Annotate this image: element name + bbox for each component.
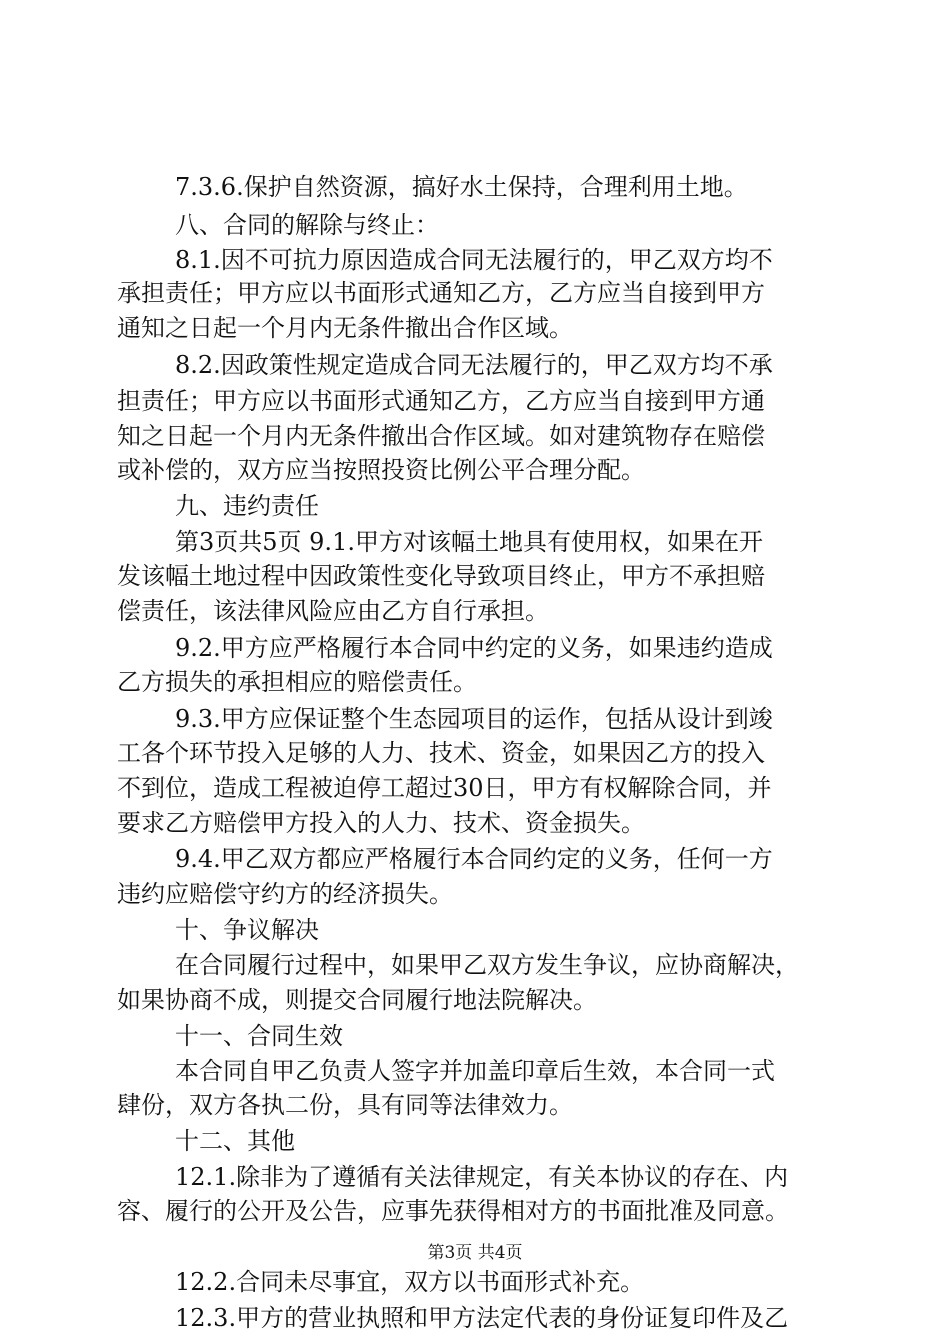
text-line: 偿责任，该法律风险应由乙方自行承担。 bbox=[117, 597, 549, 625]
text-line: 本合同自甲乙负责人签字并加盖印章后生效，本合同一式 bbox=[175, 1057, 775, 1085]
text-line: 第3页共5页 9.1.甲方对该幅土地具有使用权，如果在开 bbox=[175, 528, 763, 556]
text-line: 不到位，造成工程被迫停工超过30日，甲方有权解除合同，并 bbox=[117, 774, 772, 802]
text-line: 通知之日起一个月内无条件撤出合作区域。 bbox=[117, 314, 573, 342]
text-line: 8.1.因不可抗力原因造成合同无法履行的，甲乙双方均不 bbox=[175, 246, 773, 274]
section-heading: 十、争议解决 bbox=[175, 916, 319, 944]
page-number-footer: 第3页 共4页 bbox=[427, 1243, 523, 1263]
text-line: 承担责任；甲方应以书面形式通知乙方，乙方应当自接到甲方 bbox=[117, 279, 765, 307]
section-heading: 十二、其他 bbox=[175, 1127, 295, 1155]
text-line: 乙方损失的承担相应的赔偿责任。 bbox=[117, 668, 477, 696]
text-line: 担责任；甲方应以书面形式通知乙方，乙方应当自接到甲方通 bbox=[117, 387, 765, 415]
text-line: 发该幅土地过程中因政策性变化导致项目终止，甲方不承担赔 bbox=[117, 562, 765, 590]
text-line: 9.3.甲方应保证整个生态园项目的运作，包括从设计到竣 bbox=[175, 705, 773, 733]
section-heading: 八、合同的解除与终止： bbox=[175, 211, 439, 239]
text-line: 12.3.甲方的营业执照和甲方法定代表的身份证复印件及乙 bbox=[175, 1304, 789, 1332]
text-line: 9.4.甲乙双方都应严格履行本合同约定的义务，任何一方 bbox=[175, 845, 773, 873]
text-line: 要求乙方赔偿甲方投入的人力、技术、资金损失。 bbox=[117, 809, 645, 837]
text-line: 容、履行的公开及公告，应事先获得相对方的书面批准及同意。 bbox=[117, 1197, 789, 1225]
text-line: 7.3.6.保护自然资源，搞好水土保持，合理利用土地。 bbox=[175, 173, 748, 201]
section-heading: 九、违约责任 bbox=[175, 492, 319, 520]
text-line: 9.2.甲方应严格履行本合同中约定的义务，如果违约造成 bbox=[175, 634, 773, 662]
text-line: 或补偿的，双方应当按照投资比例公平合理分配。 bbox=[117, 456, 645, 484]
section-heading: 十一、合同生效 bbox=[175, 1022, 343, 1050]
text-line: 8.2.因政策性规定造成合同无法履行的，甲乙双方均不承 bbox=[175, 351, 773, 379]
text-line: 12.1.除非为了遵循有关法律规定，有关本协议的存在、内 bbox=[175, 1163, 789, 1191]
text-line: 在合同履行过程中，如果甲乙双方发生争议，应协商解决， bbox=[175, 951, 799, 979]
text-line: 肆份，双方各执二份，具有同等法律效力。 bbox=[117, 1091, 573, 1119]
text-line: 如果协商不成，则提交合同履行地法院解决。 bbox=[117, 986, 597, 1014]
text-line: 违约应赔偿守约方的经济损失。 bbox=[117, 880, 453, 908]
text-line: 12.2.合同未尽事宜，双方以书面形式补充。 bbox=[175, 1268, 645, 1296]
text-line: 工各个环节投入足够的人力、技术、资金，如果因乙方的投入 bbox=[117, 739, 765, 767]
text-line: 知之日起一个月内无条件撤出合作区域。如对建筑物存在赔偿 bbox=[117, 422, 765, 450]
